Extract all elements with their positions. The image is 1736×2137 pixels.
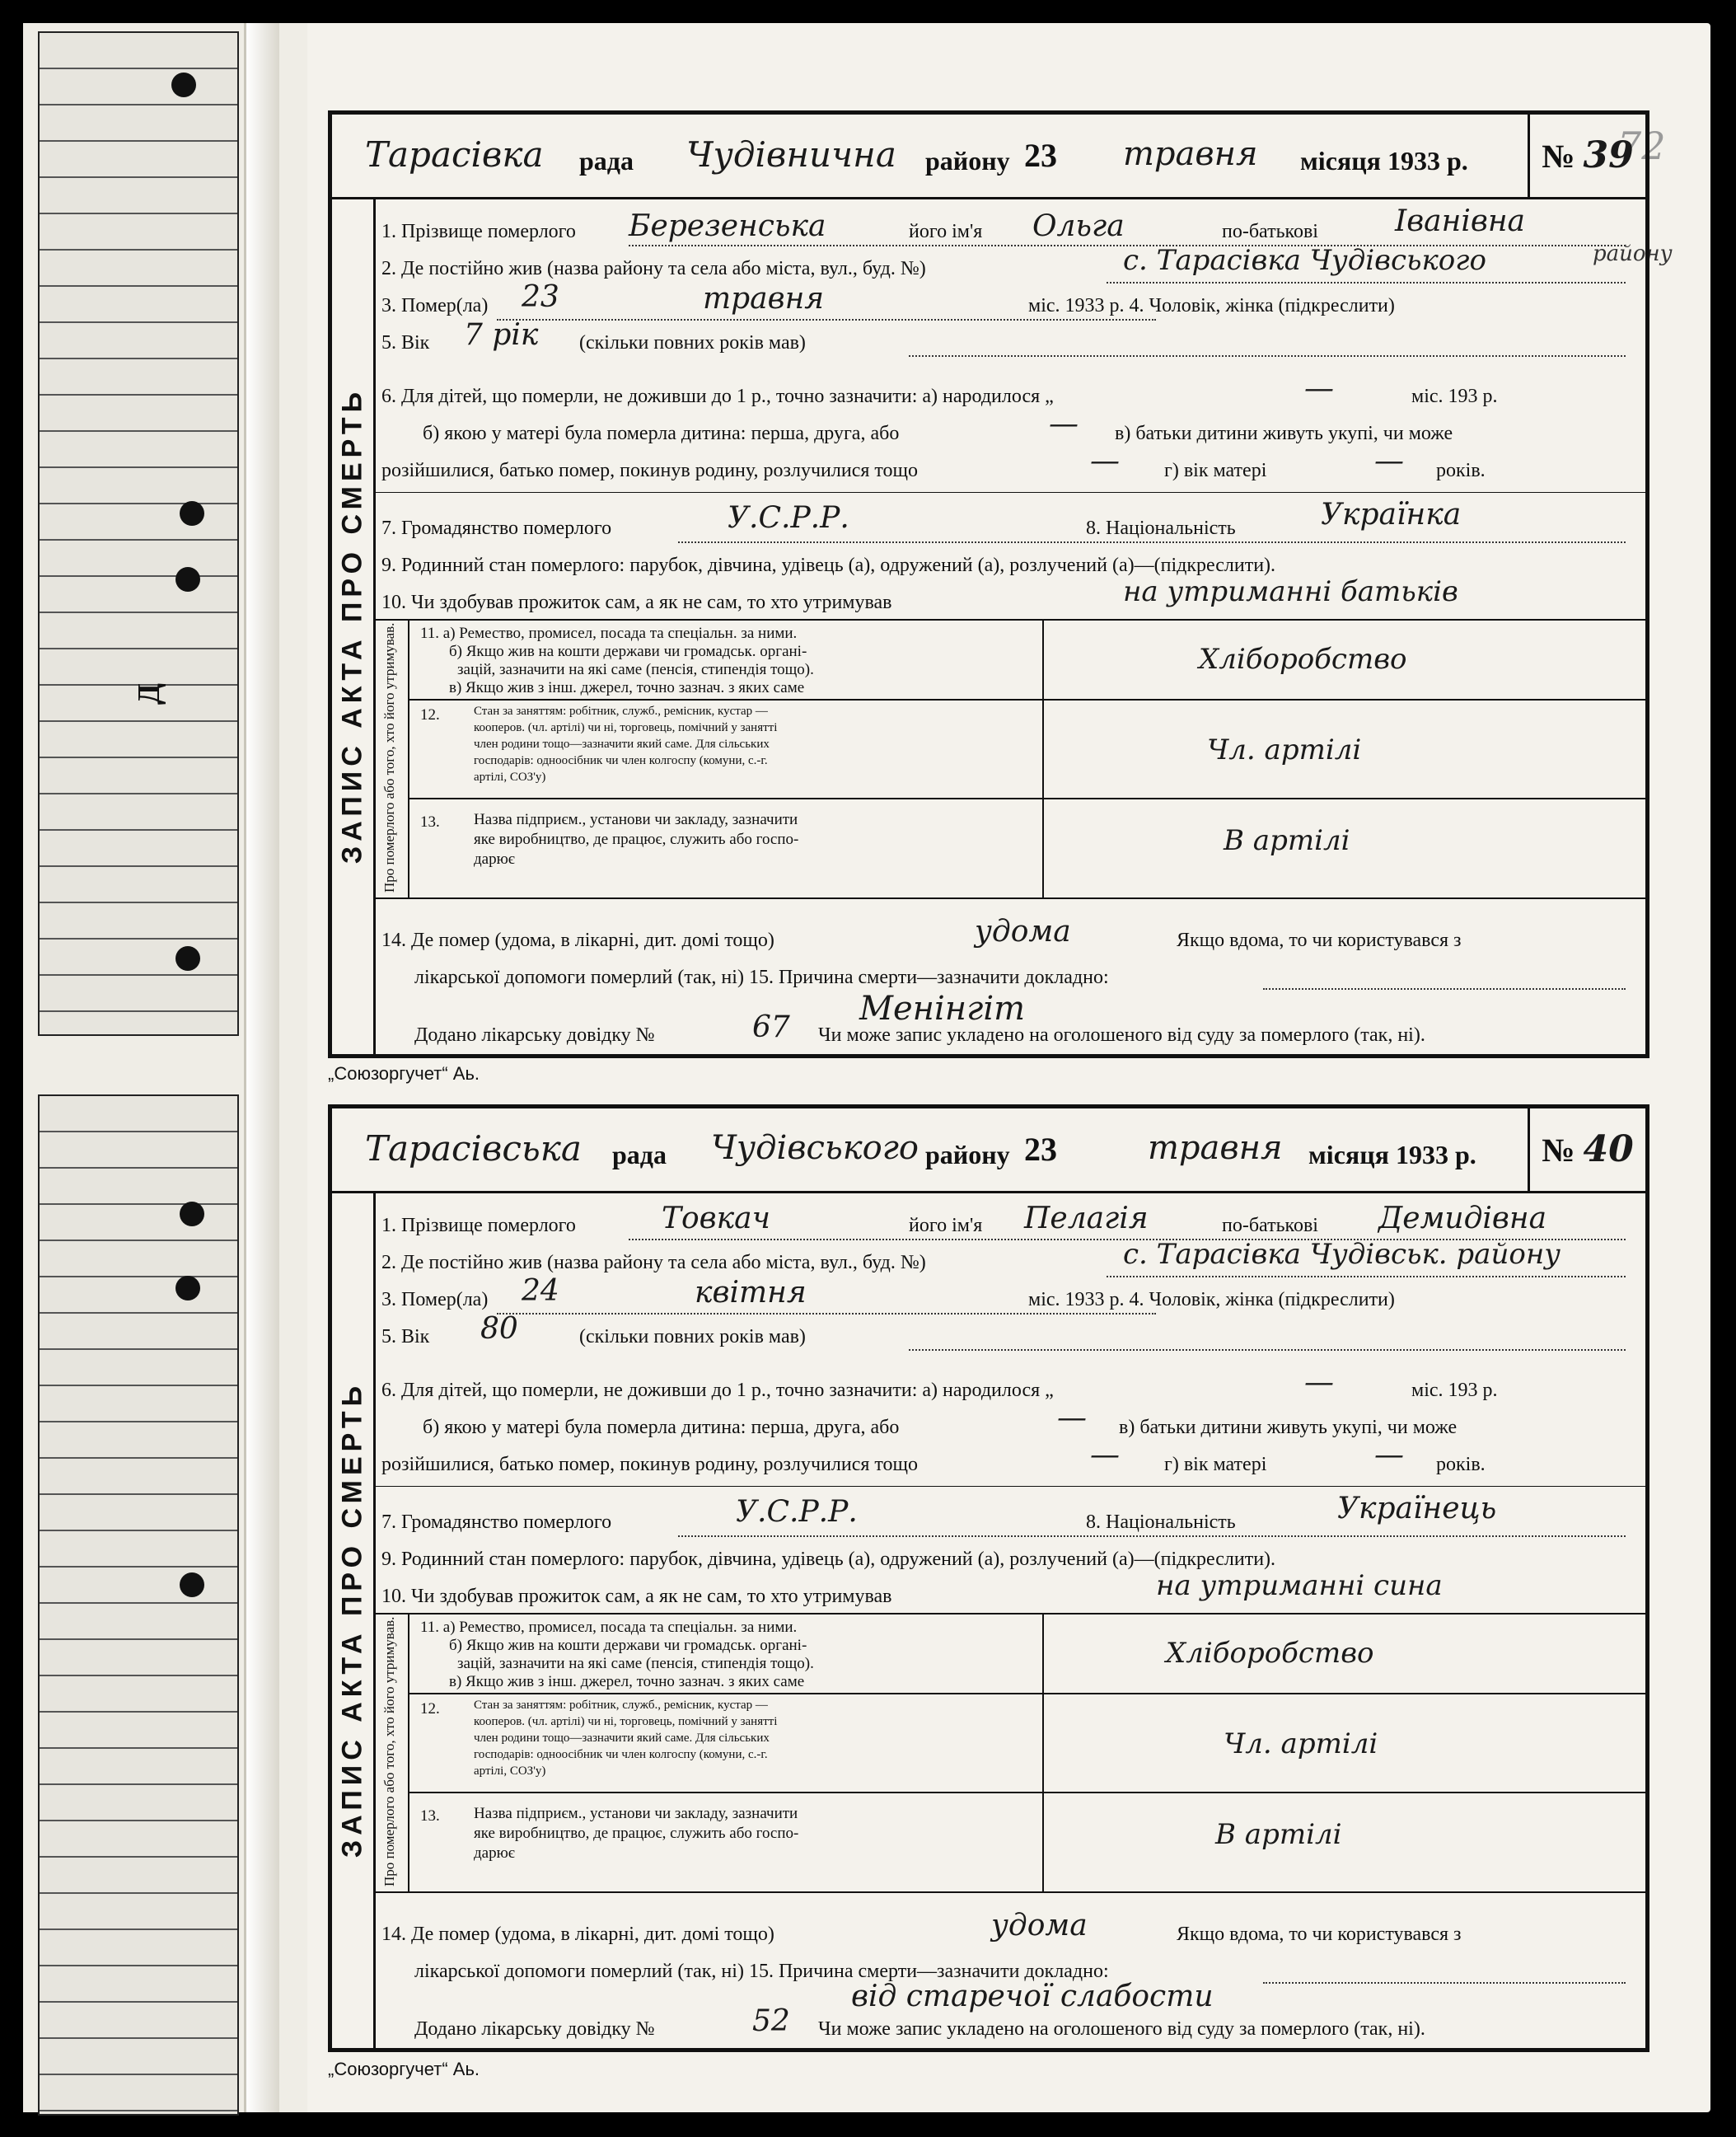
r12-line-1: Стан за заняттям: робітник, служб., ремісник, кустар — <box>474 1699 768 1712</box>
side-title-column <box>332 197 376 1054</box>
died-tail: міс. 1933 р. 4. Чоловік, жінка (підкреслити) <box>1028 1289 1395 1310</box>
table-divider <box>408 1614 409 1891</box>
form-header <box>332 1108 1645 1193</box>
r13-line-1: Назва підприєм., установи чи закладу, зазначити <box>474 811 798 828</box>
dotted-line <box>497 319 1156 321</box>
death-record-form-1 <box>328 110 1649 1058</box>
binding-hole <box>180 1572 204 1597</box>
table-side-label: Про померлого або того, хто його утримував. <box>381 622 397 893</box>
children-label-a: 6. Для дітей, що померли, не доживши до 1 р., точно зазначити: а) народилося „ <box>381 386 1054 407</box>
binding-hole <box>175 946 200 971</box>
residence-label: 2. Де постійно жив (назва району та села або міста, вул., буд. №) <box>381 1252 926 1273</box>
marital-status-label: 9. Родинний стан померлого: парубок, дівчина, удівець (а), одружений (а), розлучений (а)—(підкреслити). <box>381 555 1276 576</box>
name-value: Пелагія <box>1024 1202 1149 1235</box>
place-of-death-value: удома <box>975 915 1071 949</box>
age-value: 80 <box>480 1312 518 1346</box>
month-handwritten: травня <box>1123 135 1258 173</box>
r12-number: 12. <box>420 706 440 724</box>
nationality-value: Українка <box>1321 498 1462 532</box>
document-page <box>23 23 1710 2112</box>
r12-line-2: кооперов. (чл. артілі) чи ні, торговець, помічний у занятті <box>474 1715 778 1728</box>
workplace-value: В артілі <box>1224 824 1350 857</box>
binding-margin <box>23 23 307 2112</box>
ruled-strip-top <box>38 31 239 1036</box>
table-divider <box>408 1792 1648 1793</box>
side-title: ЗАПИС АКТА ПРО СМЕРТЬ <box>336 387 368 865</box>
rayon-handwritten: Чудівнична <box>686 134 896 175</box>
r13-line-3: дарює <box>474 1844 515 1862</box>
children-born-tail: міс. 193 р. <box>1411 1380 1498 1401</box>
certificate-label: Додано лікарську довідку № <box>414 2018 655 2040</box>
certificate-number: 52 <box>752 2004 790 2038</box>
printer-footer: „Союзоргучет“ Аь. <box>328 2059 480 2079</box>
table-divider <box>408 699 1648 701</box>
occupation-table <box>373 1613 1649 1893</box>
died-label: 3. Помер(ла) <box>381 1289 489 1310</box>
record-number: 40 <box>1583 1128 1634 1170</box>
support-label: 10. Чи здобував прожиток сам, а як не сам, то хто утримував <box>381 1586 892 1607</box>
rada-handwritten: Тарасівська <box>365 1128 582 1169</box>
r12-number: 12. <box>420 1700 440 1718</box>
children-born-tail: міс. 193 р. <box>1411 386 1498 407</box>
r13-number: 13. <box>420 813 440 831</box>
month-year-label: місяця 1933 р. <box>1300 146 1468 176</box>
dotted-line <box>909 1349 1626 1351</box>
died-month: квітня <box>695 1276 807 1310</box>
citizenship-label: 7. Громадянство померлого <box>381 1511 612 1533</box>
support-value: на утриманні батьків <box>1123 575 1458 608</box>
certificate-label: Додано лікарську довідку № <box>414 1024 655 1046</box>
r11-line-2: б) Якщо жив на кошти держави чи громадськ. органі- <box>449 643 807 660</box>
r11-line-4: в) Якщо жив з інш. джерел, точно зазнач. з яких саме <box>449 1673 805 1690</box>
age-label: 5. Вік <box>381 332 430 354</box>
r13-line-1: Назва підприєм., установи чи закладу, зазначити <box>474 1805 798 1822</box>
died-day: 23 <box>522 280 559 314</box>
day-value: 23 <box>1024 137 1057 174</box>
patronymic-value: Демидівна <box>1378 1202 1547 1235</box>
r11-line-4: в) Якщо жив з інш. джерел, точно зазнач. з яких саме <box>449 679 805 696</box>
name-label: його ім'я <box>909 1215 983 1236</box>
surname-label: 1. Прізвище померлого <box>381 1215 576 1236</box>
dotted-line <box>1107 1276 1626 1277</box>
rada-handwritten: Тарасівка <box>365 134 544 175</box>
section-divider <box>373 1486 1645 1487</box>
record-number-box <box>1528 115 1645 197</box>
r12-line-5: артілі, СОЗ'у) <box>474 771 546 784</box>
age-tail: (скільки повних років мав) <box>579 332 806 354</box>
certificate-number: 67 <box>752 1010 790 1044</box>
section-divider <box>373 492 1645 493</box>
died-tail: міс. 1933 р. 4. Чоловік, жінка (підкреслити) <box>1028 295 1395 316</box>
children-label-c: розійшилися, батько помер, покинув родину, розлучилися тощо <box>381 460 919 481</box>
r12-line-1: Стан за заняттям: робітник, служб., ремісник, кустар — <box>474 705 768 718</box>
rayon-handwritten: Чудівського <box>711 1129 919 1167</box>
mother-age-label: г) вік матері <box>1164 460 1267 481</box>
month-handwritten: травня <box>1148 1129 1283 1167</box>
r11-line-3: зацій, зазначити на які саме (пенсія, стипендія тощо). <box>457 661 814 678</box>
dotted-line <box>909 355 1626 357</box>
place-of-death-value: удома <box>991 1909 1088 1943</box>
cause-label: лікарської допомоги померлий (так, ні) 15. Причина смерти—зазначити докладно: <box>414 1961 1109 1982</box>
place-of-death-tail: Якщо вдома, то чи користувався з <box>1177 1924 1462 1945</box>
ruled-strip-bottom <box>38 1094 239 2116</box>
age-label: 5. Вік <box>381 1326 430 1347</box>
dash-mark: — <box>1374 1438 1404 1472</box>
mother-age-label: г) вік матері <box>1164 1454 1267 1475</box>
margin-continuation-note: району <box>1593 241 1673 266</box>
surname-value: Березенська <box>629 209 826 243</box>
cause-value: Менінгіт <box>859 990 1026 1028</box>
dash-mark: — <box>1304 372 1334 405</box>
side-title-column <box>332 1191 376 2048</box>
dash-mark: — <box>1090 1438 1120 1472</box>
residence-label: 2. Де постійно жив (назва району та села або міста, вул., буд. №) <box>381 258 926 279</box>
children-label-c: розійшилися, батько помер, покинув родину, розлучилися тощо <box>381 1454 919 1475</box>
number-label: № <box>1542 137 1575 175</box>
citizenship-value: У.С.Р.Р. <box>736 1495 858 1529</box>
nationality-label: 8. Національність <box>1086 1511 1236 1533</box>
cause-label: лікарської допомоги померлий (так, ні) 15. Причина смерти—зазначити докладно: <box>414 967 1109 988</box>
r12-line-5: артілі, СОЗ'у) <box>474 1764 546 1778</box>
age-tail: (скільки повних років мав) <box>579 1326 806 1347</box>
r13-number: 13. <box>420 1807 440 1825</box>
patronymic-label: по-батькові <box>1222 221 1318 242</box>
citizenship-label: 7. Громадянство померлого <box>381 518 612 539</box>
name-value: Ольга <box>1032 209 1125 243</box>
occupation-table <box>373 619 1649 899</box>
r12-line-3: член родини тощо—зазначити який саме. Для сільських <box>474 1732 770 1745</box>
residence-value: с. Тарасівка Чудівського <box>1123 244 1486 277</box>
dash-mark: — <box>1057 1401 1087 1435</box>
r12-line-2: кооперов. (чл. артілі) чи ні, торговець, помічний у занятті <box>474 721 778 734</box>
table-side-label: Про померлого або того, хто його утримував. <box>381 1616 397 1886</box>
marital-status-label: 9. Родинний стан померлого: парубок, дівчина, удівець (а), одружений (а), розлучений (а)—(підкреслити). <box>381 1549 1276 1570</box>
month-year-label: місяця 1933 р. <box>1308 1140 1476 1169</box>
support-label: 10. Чи здобував прожиток сам, а як не сам, то хто утримував <box>381 592 892 613</box>
r13-line-3: дарює <box>474 851 515 868</box>
children-label-b: б) якою у матері була померла дитина: перша, друга, або <box>423 423 900 444</box>
place-of-death-label: 14. Де помер (удома, в лікарні, дит. домі тощо) <box>381 930 774 951</box>
children-label-b: б) якою у матері була померла дитина: перша, друга, або <box>423 1417 900 1438</box>
rada-label: рада <box>612 1140 667 1169</box>
r11-line-2: б) Якщо жив на кошти держави чи громадськ. органі- <box>449 1637 807 1654</box>
printer-footer: „Союзоргучет“ Аь. <box>328 1063 480 1084</box>
table-divider <box>408 1693 1648 1694</box>
status-value: Чл. артілі <box>1224 1727 1378 1760</box>
name-label: його ім'я <box>909 221 983 242</box>
court-question: Чи може запис укладено на оголошеного від суду за померлого (так, ні). <box>818 2018 1425 2040</box>
dash-mark: — <box>1304 1366 1334 1399</box>
court-question: Чи може запис укладено на оголошеного від суду за померлого (так, ні). <box>818 1024 1425 1046</box>
rada-label: рада <box>579 146 634 176</box>
died-day: 24 <box>522 1274 559 1308</box>
record-number-box <box>1528 1108 1645 1191</box>
death-record-form-2 <box>328 1104 1649 2052</box>
children-label-a: 6. Для дітей, що померли, не доживши до 1 р., точно зазначити: а) народилося „ <box>381 1380 1054 1401</box>
support-value: на утриманні сина <box>1156 1569 1443 1602</box>
nationality-value: Українець <box>1337 1492 1497 1525</box>
r11-line-1: 11. а) Ремество, промисел, посада та спеціальн. за ними. <box>420 1619 798 1636</box>
page-number-note: 72 <box>1617 124 1666 168</box>
table-divider <box>408 798 1648 799</box>
r12-line-4: господарів: одноосібник чи член колгоспу (комуни, с.-г. <box>474 754 768 767</box>
dash-mark: — <box>1049 407 1079 441</box>
citizenship-value: У.С.Р.Р. <box>728 501 849 535</box>
binding-hole <box>171 73 196 97</box>
binding-hole <box>180 1202 204 1226</box>
binding-hole <box>175 1276 200 1300</box>
r12-line-4: господарів: одноосібник чи член колгоспу (комуни, с.-г. <box>474 1748 768 1761</box>
dotted-line <box>1263 988 1626 990</box>
side-title: ЗАПИС АКТА ПРО СМЕРТЬ <box>336 1380 368 1858</box>
dotted-line <box>678 541 1626 543</box>
rayon-label: району <box>925 1140 1010 1169</box>
rayon-label: району <box>925 146 1010 176</box>
occupation-value: Хліборобство <box>1199 643 1407 676</box>
r13-line-2: яке виробництво, де працює, служить або госпо- <box>474 831 799 848</box>
record-number: 39 <box>1583 134 1634 176</box>
patronymic-value: Іванівна <box>1395 204 1525 238</box>
table-divider <box>1042 1614 1044 1891</box>
dotted-line <box>678 1535 1626 1537</box>
age-value: 7 рік <box>464 318 539 352</box>
dotted-line <box>1263 1982 1626 1984</box>
strip-mark: Д <box>132 682 167 705</box>
children-label-b-tail: в) батьки дитини живуть укупі, чи може <box>1115 423 1453 444</box>
died-month: травня <box>703 282 825 316</box>
mother-age-tail: років. <box>1436 460 1486 481</box>
table-divider <box>408 621 409 897</box>
place-of-death-label: 14. Де помер (удома, в лікарні, дит. домі тощо) <box>381 1924 774 1945</box>
children-label-b-tail: в) батьки дитини живуть укупі, чи може <box>1119 1417 1458 1438</box>
occupation-value: Хліборобство <box>1166 1637 1374 1670</box>
residence-value: с. Тарасівка Чудівськ. району <box>1123 1238 1561 1271</box>
dotted-line <box>1107 282 1626 284</box>
mother-age-tail: років. <box>1436 1454 1486 1475</box>
r13-line-2: яке виробництво, де працює, служить або госпо- <box>474 1825 799 1842</box>
surname-value: Товкач <box>662 1202 770 1235</box>
r11-line-3: зацій, зазначити на які саме (пенсія, стипендія тощо). <box>457 1655 814 1672</box>
torn-edge <box>244 23 279 2112</box>
nationality-label: 8. Національність <box>1086 518 1236 539</box>
r11-line-1: 11. а) Ремество, промисел, посада та спеціальн. за ними. <box>420 625 798 642</box>
status-value: Чл. артілі <box>1207 733 1362 766</box>
dash-mark: — <box>1374 444 1404 478</box>
died-label: 3. Помер(ла) <box>381 295 489 316</box>
form-header <box>332 115 1645 199</box>
surname-label: 1. Прізвище померлого <box>381 221 576 242</box>
binding-hole <box>180 501 204 526</box>
table-divider <box>1042 621 1044 897</box>
workplace-value: В артілі <box>1215 1818 1342 1851</box>
patronymic-label: по-батькові <box>1222 1215 1318 1236</box>
dotted-line <box>497 1313 1156 1315</box>
r12-line-3: член родини тощо—зазначити який саме. Для сільських <box>474 738 770 751</box>
place-of-death-tail: Якщо вдома, то чи користувався з <box>1177 930 1462 951</box>
day-value: 23 <box>1024 1131 1057 1168</box>
binding-hole <box>175 567 200 592</box>
cause-value: від старечої слабости <box>851 1980 1214 2013</box>
dash-mark: — <box>1090 444 1120 478</box>
number-label: № <box>1542 1131 1575 1169</box>
